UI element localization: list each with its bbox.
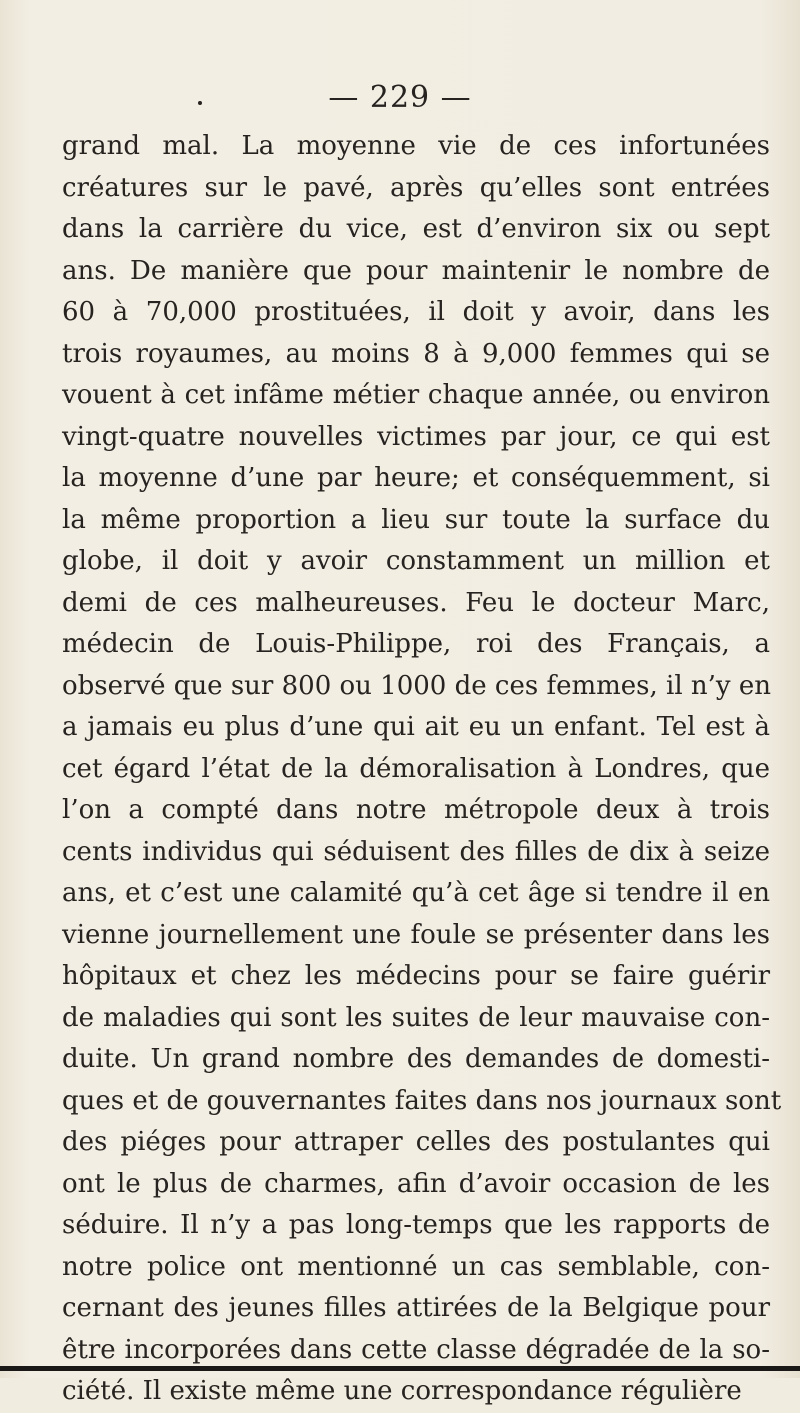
text-line: la même proportion a lieu sur toute la surface du	[62, 504, 770, 535]
text-line: vouent à cet infâme métier chaque année, ou environ	[62, 380, 770, 410]
page-number: — 229 —	[328, 80, 472, 115]
text-line: cernant des jeunes filles attirées de la Belgique pour	[62, 1293, 770, 1323]
text-line: ciété. Il existe même une correspondance régulière	[62, 1376, 742, 1406]
body-text	[62, 126, 782, 1413]
text-line: cents individus qui séduisent des filles de dix à seize	[62, 836, 770, 867]
text-line: ans, et c’est une calamité qu’à cet âge si tendre il en	[62, 878, 770, 908]
text-line: demi de ces malheureuses. Feu le docteur Marc,	[62, 587, 770, 618]
text-line: cet égard l’état de la démoralisation à Londres, que	[62, 753, 770, 784]
text-line: hôpitaux et chez les médecins pour se faire guérir	[62, 961, 770, 991]
text-line: 60 à 70,000 prostituées, il doit y avoir, dans les	[62, 297, 770, 327]
text-line: médecin de Louis-Philippe, roi des Français, a	[62, 629, 770, 659]
text-line: notre police ont mentionné un cas semblable, con-	[62, 1251, 770, 1282]
text-line: observé que sur 800 ou 1000 de ces femmes, il n’y en	[62, 670, 772, 701]
text-line: vienne journellement une foule se présenter dans les	[62, 919, 770, 950]
text-line: dans la carrière du vice, est d’environ six ou sept	[62, 214, 770, 244]
text-line: trois royaumes, au moins 8 à 9,000 femmes qui se	[62, 338, 770, 369]
text-line: l’on a compté dans notre métropole deux à trois	[62, 795, 770, 825]
text-line: séduire. Il n’y a pas long-temps que les rapports de	[62, 1210, 770, 1240]
bottom-border-rule	[0, 1366, 800, 1371]
text-line: globe, il doit y avoir constamment un million et	[62, 546, 770, 576]
text-line: la moyenne d’une par heure; et conséquemment, si	[62, 463, 770, 493]
text-line: de maladies qui sont les suites de leur mauvaise con-	[62, 1002, 770, 1033]
text-line: ques et de gouvernantes faites dans nos journaux sont	[62, 1085, 782, 1116]
text-line: grand mal. La moyenne vie de ces infortunées	[62, 131, 770, 161]
text-line: ans. De manière que pour maintenir le nombre de	[62, 255, 770, 286]
text-line: ont le plus de charmes, afin d’avoir occasion de les	[62, 1168, 770, 1199]
text-line: a jamais eu plus d’une qui ait eu un enfant. Tel est à	[62, 712, 770, 742]
text-line: des piéges pour attraper celles des postulantes qui	[62, 1127, 770, 1157]
text-line: être incorporées dans cette classe dégradée de la so-	[62, 1334, 770, 1365]
text-line: vingt-quatre nouvelles victimes par jour, ce qui est	[62, 421, 770, 452]
text-line: duite. Un grand nombre des demandes de domesti-	[62, 1044, 770, 1074]
text-line: créatures sur le pavé, après qu’elles sont entrées	[62, 172, 770, 203]
